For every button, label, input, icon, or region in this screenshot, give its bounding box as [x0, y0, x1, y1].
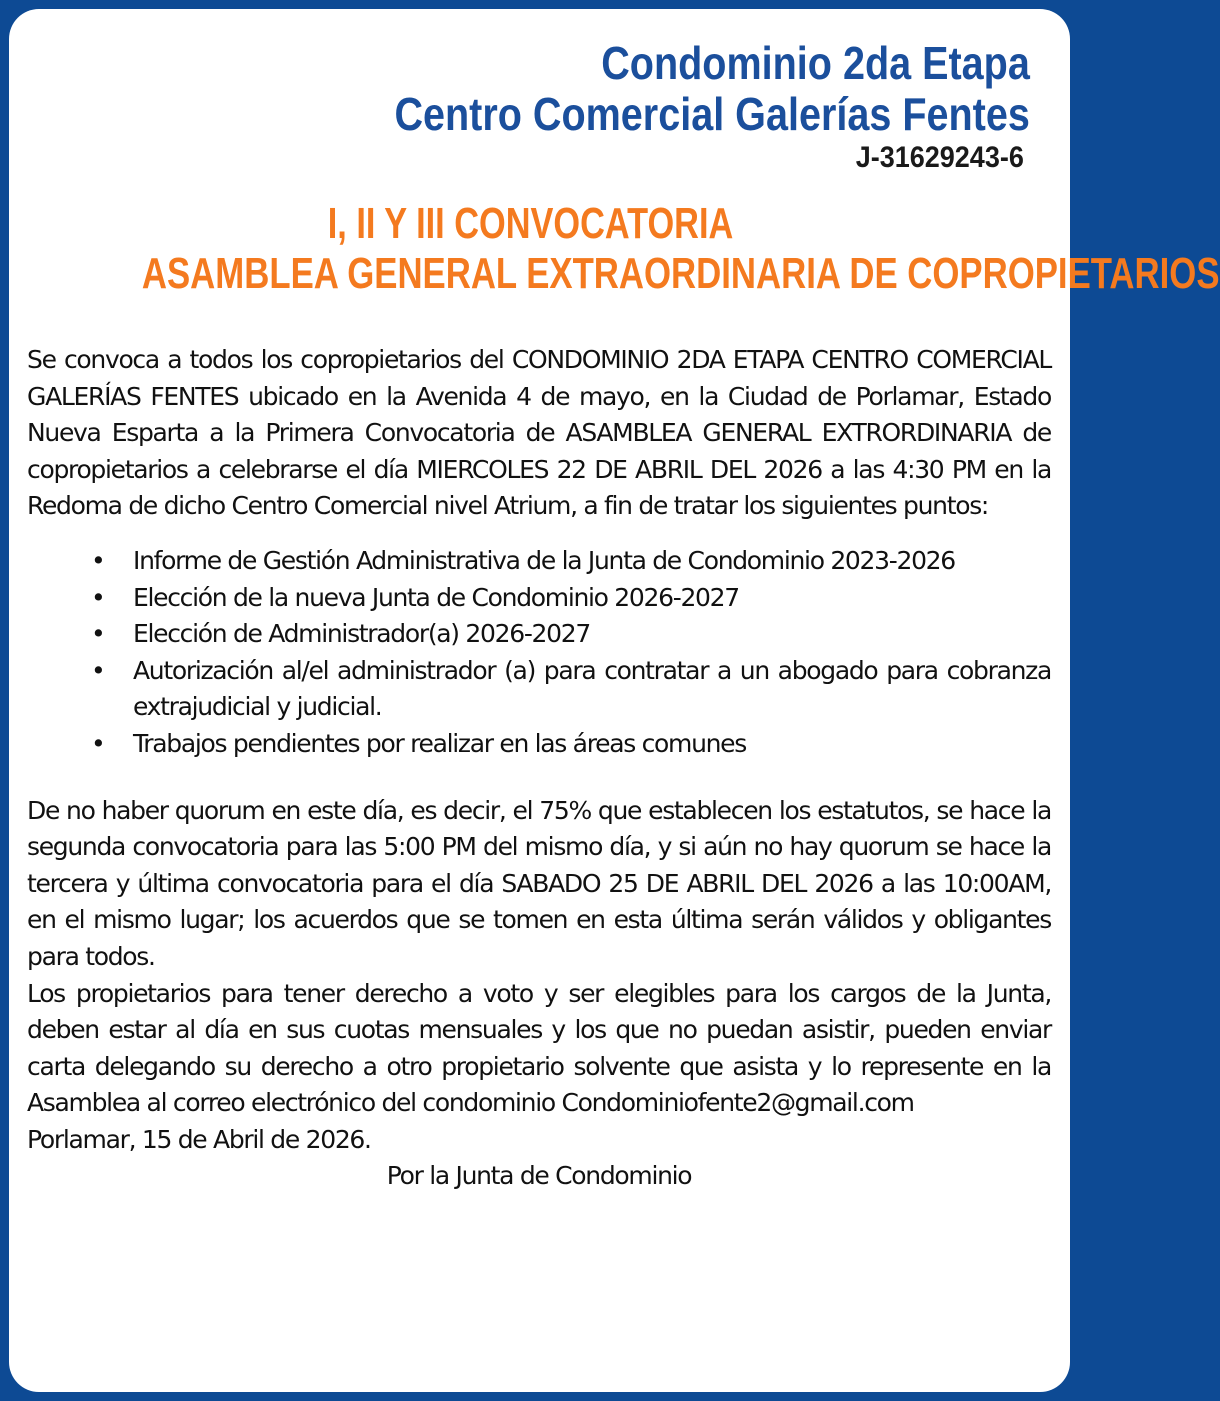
list-item [91, 616, 1051, 653]
list-item [91, 543, 1051, 580]
condominium-name: Condominio 2da Etapa [601, 37, 1030, 89]
bullet-icon: • [91, 655, 105, 685]
bullet-icon: • [91, 619, 105, 649]
agenda-item-text: Informe de Gestión Administrativa de la Junta de Condominio 2023-2026 [133, 545, 955, 575]
quorum-paragraph: De no haber quorum en este día, es decir, el 75% que establecen los estatutos, se hace la segunda convocatoria para las 5:00 PM del mismo día, y si aún no hay quorum se hace la tercera y última convocatoria para el día SABADO 25 DE ABRIL DEL 2026 a las 10:00AM, en el mismo lugar; los acuerdos que se tomen en esta última serán válidos y obligantes para todos. [27, 795, 1051, 971]
list-item [91, 726, 1051, 763]
bullet-icon: • [91, 728, 105, 758]
signature-line: Por la Junta de Condominio [386, 1161, 692, 1191]
agenda-item-text: Elección de la nueva Junta de Condominio 2026-2027 [133, 582, 739, 612]
list-item [91, 653, 1051, 726]
agenda-item-text: Autorización al/el administrador (a) para contratar a un abogado para cobranza extrajudicial y judicial. [133, 655, 1051, 722]
agenda-item-text: Trabajos pendientes por realizar en las áreas comunes [133, 728, 746, 758]
notice-body [27, 342, 1051, 1195]
agenda-list [27, 543, 1051, 763]
bullet-icon: • [91, 582, 105, 612]
notice-title [9, 199, 1220, 299]
place-date: Porlamar, 15 de Abril de 2026. [27, 1124, 371, 1154]
list-item [91, 580, 1051, 617]
notice-card [9, 9, 1220, 1392]
rif-number: J-31629243-6 [855, 141, 1024, 174]
agenda-item-text: Elección de Administrador(a) 2026-2027 [133, 619, 590, 649]
shopping-center-name: Centro Comercial Galerías Fentes [394, 88, 1030, 140]
intro-paragraph: Se convoca a todos los copropietarios del CONDOMINIO 2DA ETAPA CENTRO COMERCIAL GALERÍAS FENTES ubicado en la Avenida 4 de mayo, en la Ciudad de Porlamar, Estado Nueva Esparta a la Primera Convocatoria de ASAMBLEA GENERAL EXTRORDINARIA de copropietarios a celebrarse el día MIERCOLES 22 DE ABRIL DEL 2026 a las 4:30 PM en la Redoma de dicho Centro Comercial nivel Atrium, a fin de tratar los siguientes puntos: [27, 345, 1051, 521]
voting-paragraph: Los propietarios para tener derecho a voto y ser elegibles para los cargos de la Junta, deben estar al día en sus cuotas mensuales y los que no puedan asistir, pueden enviar carta delegando su derecho a otro propietario solvente que asista y lo represente en la Asamblea al correo electrónico del condominio Condominiofente2@gmail.com [27, 978, 1051, 1118]
bullet-icon: • [91, 545, 105, 575]
assembly-title: ASAMBLEA GENERAL EXTRAORDINARIA DE COPROPIETARIOS [141, 249, 1220, 298]
convocatoria-title: I, II Y III CONVOCATORIA [327, 199, 734, 248]
condominium-header [291, 37, 1030, 177]
